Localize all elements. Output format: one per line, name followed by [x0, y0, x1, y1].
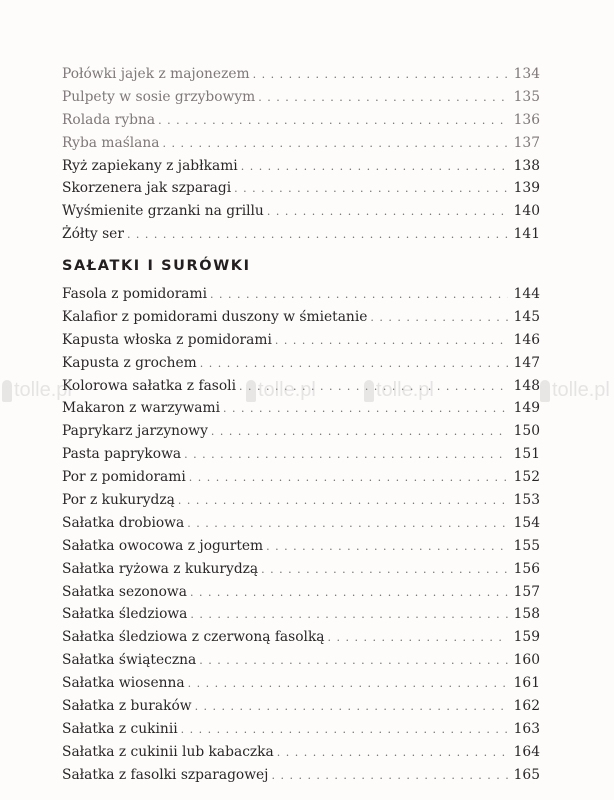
toc-list-top [62, 63, 540, 246]
toc-entry-page: 150 [513, 423, 540, 440]
dot-leader [277, 742, 508, 765]
toc-entry [62, 306, 540, 329]
toc-entry [62, 63, 540, 86]
dot-leader [190, 604, 507, 627]
dot-leader [158, 110, 508, 133]
toc-entry-title: Kapusta włoska z pomidorami [62, 331, 272, 348]
toc-entry [62, 603, 540, 626]
dot-leader [223, 398, 508, 421]
toc-entry-page: 148 [513, 377, 540, 394]
dot-leader [195, 696, 508, 719]
toc-entry-page: 155 [513, 537, 540, 554]
toc-entry-title: Fasola z pomidorami [62, 286, 208, 302]
toc-entry-title: Sałatka ryżowa z kukurydzą [62, 560, 259, 577]
dot-leader [267, 201, 508, 224]
toc-entry-page: 159 [513, 629, 540, 646]
toc-entry-page: 139 [513, 180, 540, 197]
toc-entry [62, 443, 540, 466]
toc-entry-page: 134 [513, 66, 540, 82]
toc-entry-title: Ryż zapiekany z jabłkami [62, 157, 238, 174]
toc-entry-page: 162 [513, 698, 540, 715]
toc-entry [62, 535, 540, 558]
toc-entry [62, 132, 540, 155]
toc-entry [62, 466, 540, 489]
tolle-logo-icon [540, 380, 550, 402]
toc-entry-page: 149 [513, 400, 540, 417]
toc-entry [62, 155, 540, 178]
toc-entry-title: Sałatka śledziowa [62, 606, 188, 623]
toc-entry-title: Sałatka z fasolki szparagowej [62, 766, 269, 783]
toc-entry-title: Pulpety w sosie grzybowym [62, 88, 256, 105]
dot-leader [239, 376, 508, 399]
watermark-text: tolle.pl [258, 379, 316, 401]
toc-entry-title: Sałatka z buraków [62, 698, 192, 715]
toc-entry-title: Sałatka sezonowa [62, 583, 187, 600]
toc-entry-title: Sałatka wiosenna [62, 675, 185, 692]
dot-leader [328, 627, 508, 650]
toc-entry-page: 163 [513, 720, 540, 737]
toc-entry [62, 695, 540, 718]
toc-entry-page: 158 [513, 606, 540, 623]
toc-entry-title: Por z pomidorami [62, 469, 186, 486]
toc-entry [62, 489, 540, 512]
toc-entry-page: 151 [513, 446, 540, 463]
toc-entry-title: Sałatka z cukinii [62, 720, 178, 737]
toc-entry-title: Sałatka drobiowa [62, 514, 185, 531]
toc-entry-page: 137 [513, 134, 540, 151]
toc-entry-page: 141 [513, 226, 540, 243]
dot-leader [188, 673, 508, 696]
toc-entry [62, 672, 540, 695]
toc-entry-title: Ryba maślana [62, 134, 160, 151]
dot-leader [199, 650, 507, 673]
toc-entry [62, 420, 540, 443]
toc-entry [62, 397, 540, 420]
toc-entry-title: Pasta paprykowa [62, 446, 182, 463]
toc-list-salads [62, 283, 540, 787]
toc-entry-title: Makaron z warzywami [62, 400, 220, 417]
toc-entry-page: 153 [513, 492, 540, 509]
dot-leader [178, 490, 508, 513]
toc-entry [62, 764, 540, 787]
toc-entry [62, 283, 540, 306]
toc-entry-title: Sałatka śledziowa z czerwoną fasolką [62, 629, 325, 646]
toc-entry-page: 161 [513, 675, 540, 692]
toc-entry-title: Kapusta z grochem [62, 354, 197, 371]
dot-leader [190, 582, 508, 605]
toc-entry-title: Kolorowa sałatka z fasoli [62, 377, 237, 394]
watermark-text: tolle.pl [552, 379, 610, 401]
toc-entry [62, 177, 540, 200]
dot-leader [189, 467, 508, 490]
tolle-logo-icon [2, 380, 12, 402]
toc-entry-page: 146 [513, 331, 540, 348]
toc-entry-page: 160 [513, 652, 540, 669]
toc-entry-title: Żółty ser [62, 226, 124, 243]
dot-leader [184, 444, 508, 467]
watermark [540, 370, 610, 410]
toc-entry [62, 741, 540, 764]
dot-leader [200, 353, 508, 376]
toc-entry [62, 86, 540, 109]
dot-leader [163, 133, 508, 156]
toc-entry [62, 352, 540, 375]
toc-entry-title: Wyśmienite grzanki na grillu [62, 203, 264, 220]
toc-entry-title: Rolada rybna [62, 111, 156, 128]
section-heading: SAŁATKI I SURÓWKI [62, 258, 251, 274]
dot-leader [258, 87, 507, 110]
toc-entry-page: 156 [513, 560, 540, 577]
toc-entry-title: Kalafior z pomidorami duszony w śmietanie [62, 308, 368, 325]
toc-entry-page: 164 [513, 743, 540, 760]
toc-entry-title: Połówki jajek z majonezem [62, 66, 250, 82]
toc-entry [62, 581, 540, 604]
toc-entry [62, 375, 540, 398]
toc-entry-title: Sałatka z cukinii lub kabaczka [62, 743, 274, 760]
dot-leader [271, 765, 507, 788]
toc-entry-title: Sałatka świąteczna [62, 652, 197, 669]
toc-entry-page: 144 [513, 286, 540, 302]
toc-entry [62, 109, 540, 132]
toc-entry [62, 558, 540, 581]
dot-leader [253, 64, 508, 87]
toc-entry-page: 165 [513, 766, 540, 783]
toc-entry-page: 136 [513, 111, 540, 128]
toc-entry [62, 718, 540, 741]
toc-entry [62, 649, 540, 672]
dot-leader [181, 719, 508, 742]
dot-leader [266, 536, 508, 559]
dot-leader [370, 307, 507, 330]
dot-leader [275, 330, 508, 353]
toc-entry-page: 157 [513, 583, 540, 600]
toc-entry-page: 135 [513, 88, 540, 105]
toc-entry-title: Por z kukurydzą [62, 492, 175, 509]
toc-entry-title: Sałatka owocowa z jogurtem [62, 537, 264, 554]
toc-entry-title: Paprykarz jarzynowy [62, 423, 208, 440]
dot-leader [241, 156, 508, 179]
watermark-text: tolle.pl [14, 379, 72, 401]
toc-entry [62, 223, 540, 246]
toc-entry-page: 154 [513, 514, 540, 531]
toc-entry [62, 512, 540, 535]
toc-entry-page: 140 [513, 203, 540, 220]
dot-leader [261, 559, 508, 582]
toc-entry [62, 200, 540, 223]
toc-entry [62, 626, 540, 649]
toc-entry-title: Skorzenera jak szparagi [62, 180, 232, 197]
toc-entry-page: 138 [513, 157, 540, 174]
dot-leader [127, 224, 508, 247]
toc-entry-page: 147 [513, 354, 540, 371]
toc-entry-page: 145 [513, 308, 540, 325]
toc-entry-page: 152 [513, 469, 540, 486]
dot-leader [210, 284, 508, 307]
watermark-text: tolle.pl [376, 379, 434, 401]
dot-leader [187, 513, 507, 536]
dot-leader [211, 421, 508, 444]
dot-leader [234, 178, 508, 201]
toc-entry [62, 329, 540, 352]
